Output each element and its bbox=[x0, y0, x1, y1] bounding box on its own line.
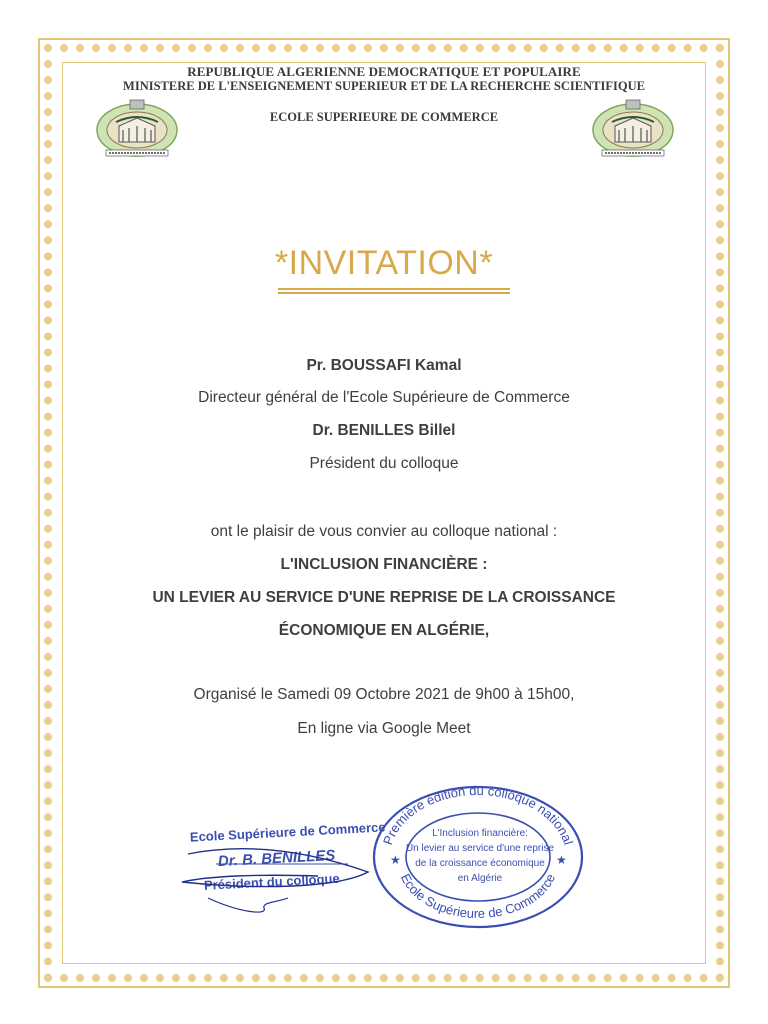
star-icon-right: ★ bbox=[556, 853, 567, 867]
title-underline bbox=[278, 288, 510, 290]
colloquium-topic-line-1: L'INCLUSION FINANCIÈRE : bbox=[280, 556, 488, 573]
event-date: Organisé le Samedi 09 Octobre 2021 de 9h00 à 15h00, bbox=[193, 686, 575, 703]
star-icon: ★ bbox=[390, 853, 401, 867]
event-venue: En ligne via Google Meet bbox=[297, 720, 471, 737]
stamp-text-line-4: en Algérie bbox=[457, 873, 503, 884]
header-school: ECOLE SUPERIEURE DE COMMERCE bbox=[269, 110, 499, 124]
colloquium-topic-line-3: ÉCONOMIQUE EN ALGÉRIE, bbox=[278, 622, 490, 639]
title-underline-second bbox=[278, 292, 510, 294]
header-ministry: MINISTERE DE L'ENSEIGNEMENT SUPERIEUR ET DE LA RECHERCHE SCIENTIFIQUE bbox=[123, 79, 645, 93]
stamp-text-line-2: Un levier au service d'une reprise bbox=[405, 843, 555, 854]
invitation-intro: ont le plaisir de vous convier au colloque national : bbox=[210, 523, 558, 540]
title-container bbox=[0, 244, 768, 283]
stamp-ring-bottom: Ecole Supérieure de Commerce bbox=[397, 871, 559, 922]
organizer-name-1: Pr. BOUSSAFI Kamal bbox=[306, 357, 462, 374]
stamp-text-line-1: L'Inclusion financière: bbox=[432, 828, 528, 839]
school-logo-right bbox=[590, 98, 676, 164]
colloquium-round-stamp bbox=[368, 782, 588, 932]
stamp-signatory-name: Dr. B. BENILLES bbox=[217, 847, 336, 871]
header-republic: REPUBLIQUE ALGERIENNE DEMOCRATIQUE ET POPULAIRE bbox=[187, 64, 581, 79]
stamp-school-name: Ecole Supérieure de Commerce bbox=[189, 819, 386, 845]
organizer-role-1: Directeur général de l'Ecole Supérieure de Commerce bbox=[198, 389, 570, 406]
signature-stamp bbox=[168, 816, 388, 926]
organizer-name-2: Dr. BENILLES Billel bbox=[312, 422, 456, 439]
stamp-text-line-3: de la croissance économique bbox=[415, 858, 545, 869]
invitation-title: *INVITATION* bbox=[274, 244, 494, 282]
school-logo-left bbox=[94, 98, 180, 164]
stamp-signatory-role: Président du colloque bbox=[203, 870, 340, 893]
stamp-ring-top: Première édition du colloque national bbox=[379, 782, 577, 847]
colloquium-topic-line-2: UN LEVIER AU SERVICE D'UNE REPRISE DE LA CROISSANCE bbox=[152, 589, 616, 606]
organizer-role-2: Président du colloque bbox=[309, 455, 459, 472]
